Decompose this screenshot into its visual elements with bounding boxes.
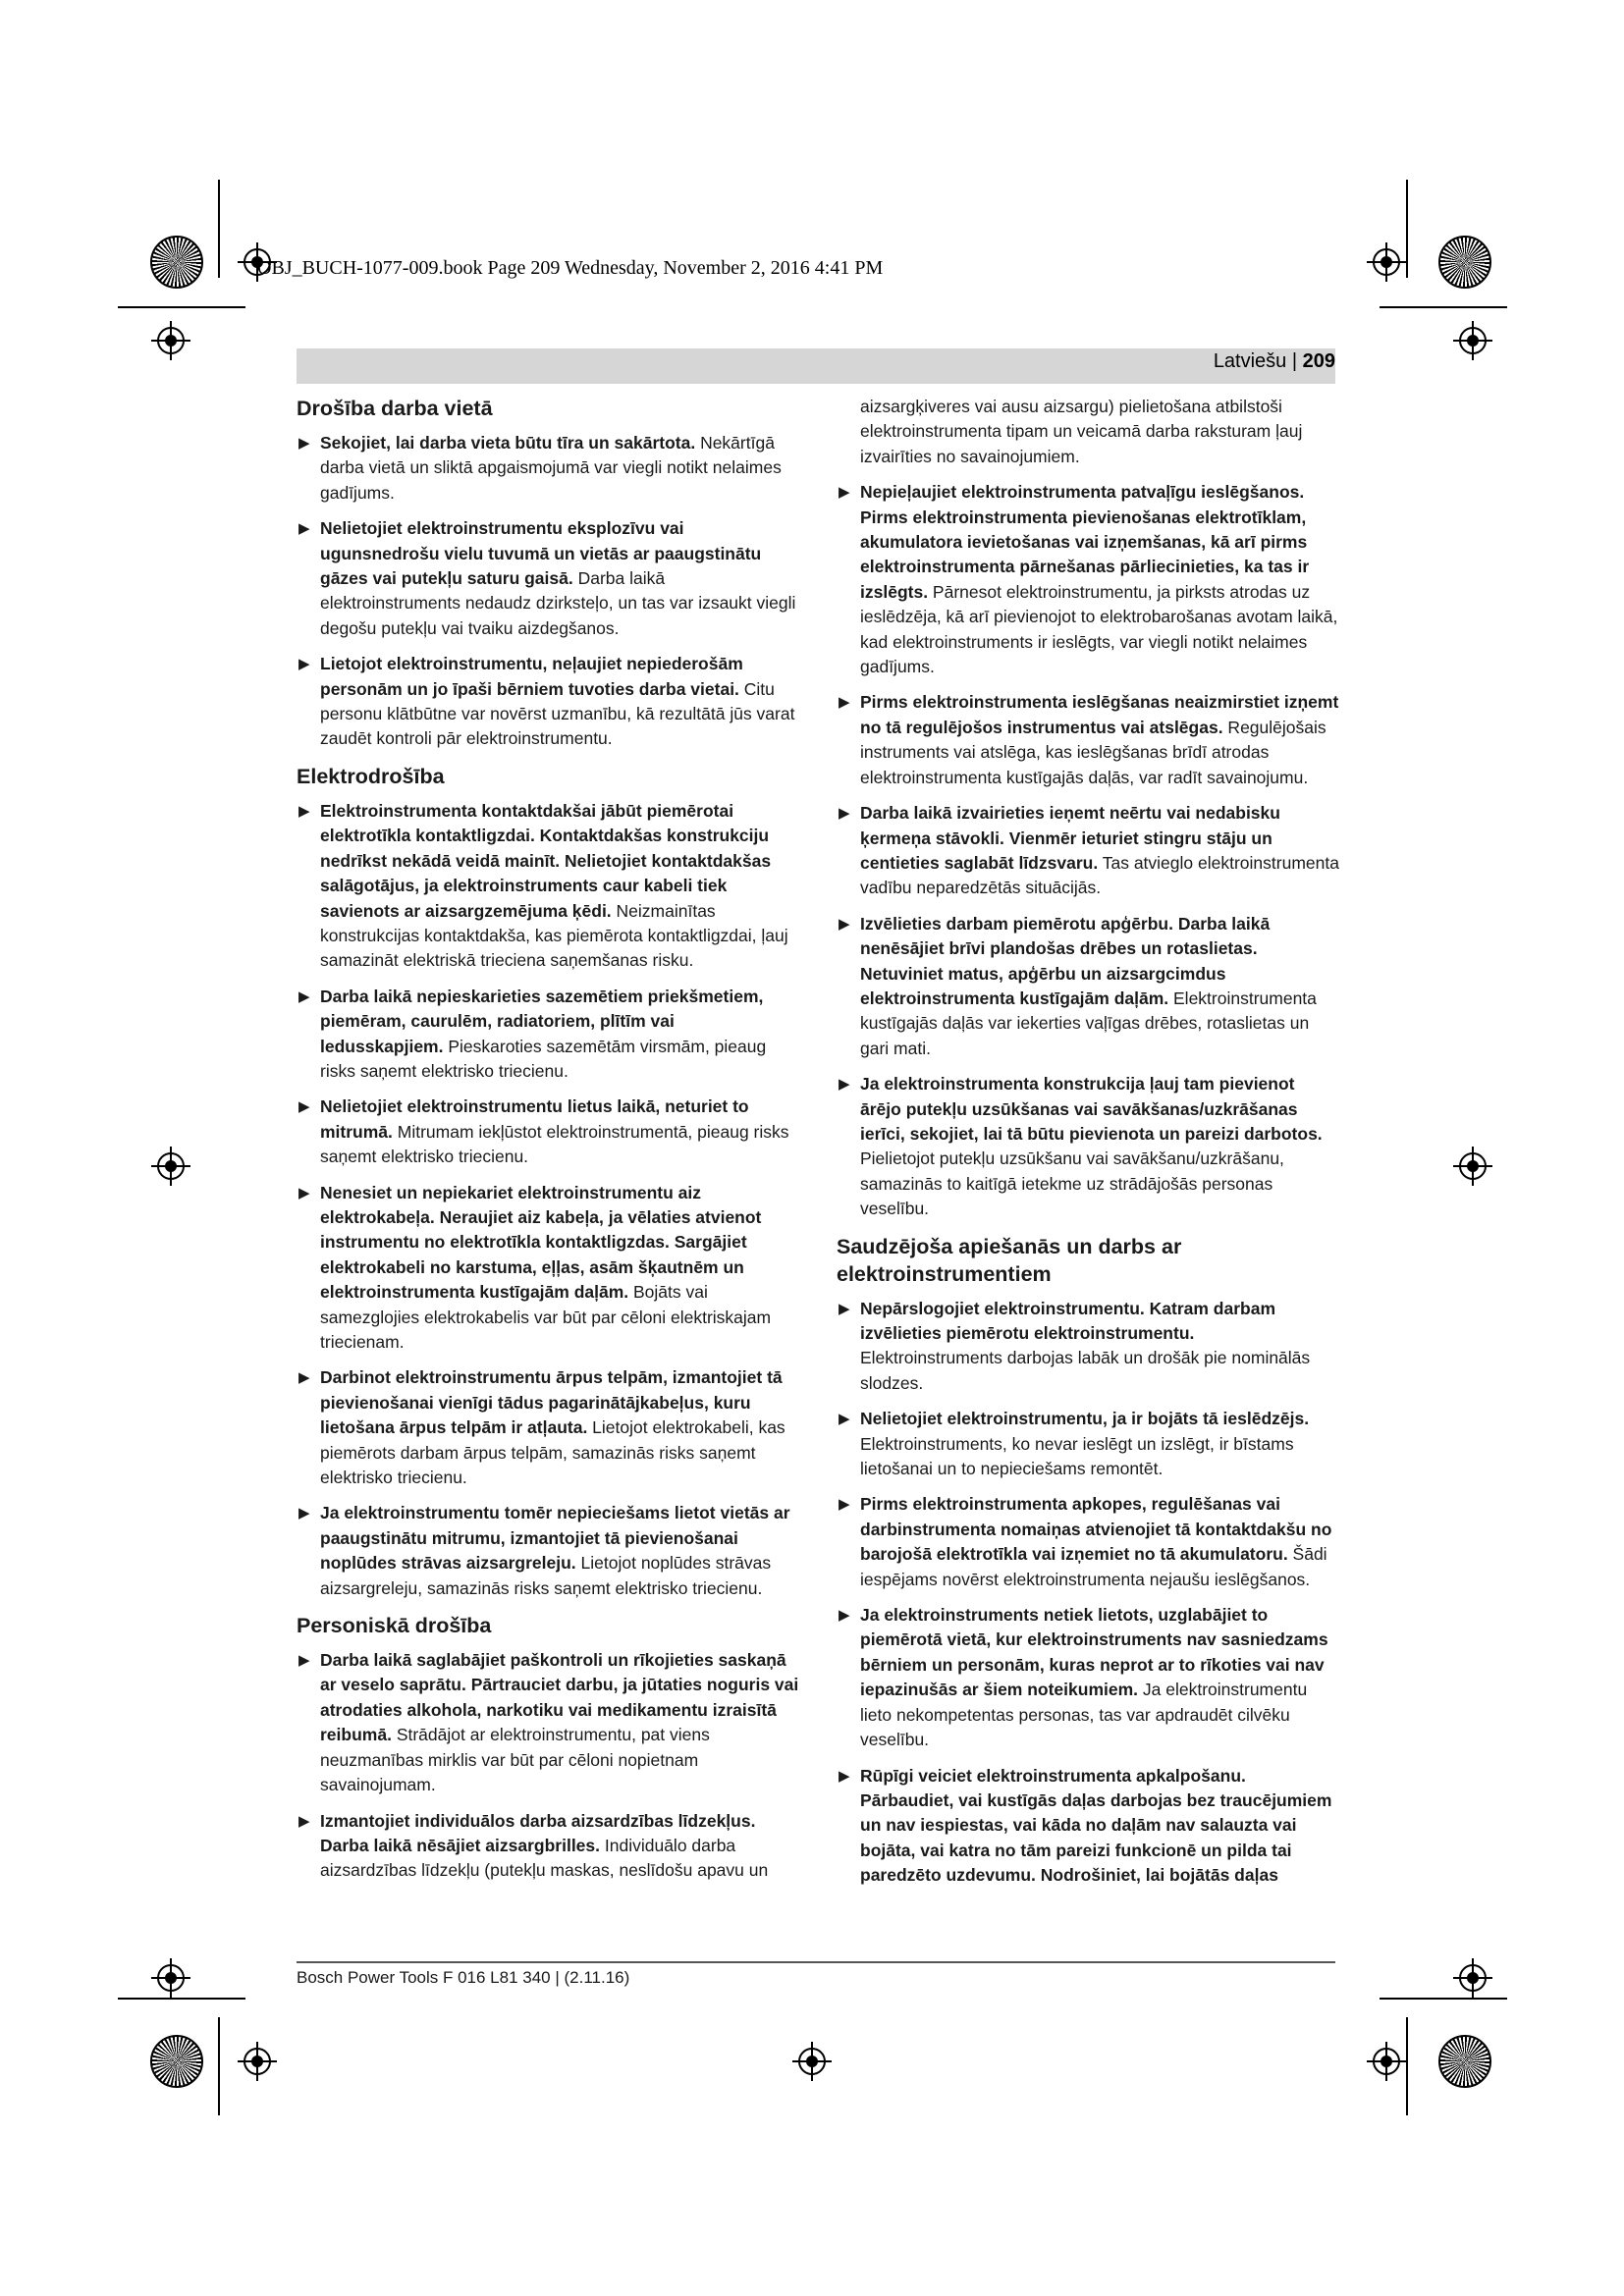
bullet-arrow-icon: ▶ (839, 1767, 850, 1785)
list-item: ▶ Ja elektroinstrumenta konstrukcija ļauj tam pievienot ārējo putekļu uzsūkšanas vai savākšanas/uzkrāšanas ierīci, sekojiet, lai tā būtu pievienota un pareizi darbotos. Pielietojot putekļu uzsūkšanu vai savākšanu/uzkrāšanu, samazinās to kaitīgā ietekme uz strādājošās personas veselību. (839, 1074, 1323, 1219)
bullet-arrow-icon: ▶ (298, 1098, 310, 1116)
registration-mark-icon (1367, 2042, 1406, 2081)
page-header-band (297, 348, 1335, 384)
bullet-arrow-icon: ▶ (298, 1652, 310, 1670)
registration-mark-icon (1453, 1147, 1492, 1186)
color-dial-icon (150, 236, 203, 289)
list-item: ▶ Darbinot elektroinstrumentu ārpus telpām, izmantojiet tā pievienošanai vienīgi tādus pagarinātājkabeļus, kuru lietošana ārpus telpām ir atļauta. Lietojot elektrokabeli, kas piemērots darbam ārpus telpām, samazinās risks saņemt elektrisko triecienu. (298, 1367, 785, 1488)
bullet-arrow-icon: ▶ (298, 1812, 310, 1830)
bullet-arrow-icon: ▶ (298, 1369, 310, 1387)
registration-mark-icon (1453, 1958, 1492, 1998)
bullet-arrow-icon: ▶ (839, 1607, 850, 1625)
registration-mark-icon (1367, 242, 1406, 282)
bullet-arrow-icon: ▶ (839, 915, 850, 933)
section-title: Saudzējoša apiešanās un darbs ar elektroinstrumentiem (837, 1234, 1182, 1286)
left-column (297, 395, 799, 1950)
bullet-arrow-icon: ▶ (298, 1184, 310, 1201)
right-column (837, 395, 1339, 1950)
list-item: ▶ Nelietojiet elektroinstrumentu, ja ir bojāts tā ieslēdzējs. Elektroinstruments, ko nevar ieslēgt un izslēgt, ir bīstams lietošanai un to nepieciešams remontēt. (839, 1409, 1310, 1479)
color-dial-icon (1438, 236, 1491, 289)
list-item: ▶ Izmantojiet individuālos darba aizsardzības līdzekļus. Darba laikā nēsājiet aizsargbrilles. Individuālo darba aizsardzības līdzekļu (putekļu maskas, neslīdošu apavu un (298, 1810, 769, 1881)
footer-rule (297, 1961, 1335, 1963)
bullet-arrow-icon: ▶ (839, 484, 850, 502)
section-title: Elektrodrošība (297, 764, 445, 788)
header-language: Latviešu (1213, 350, 1287, 372)
list-item: ▶ Nelietojiet elektroinstrumentu lietus laikā, neturiet to mitrumā. Mitrumam iekļūstot elektroinstrumentā, pieaug risks saņemt elektrisko triecienu. (298, 1096, 789, 1167)
list-item: ▶ Izvēlieties darbam piemērotu apģērbu. Darba laikā nenēsājiet brīvi plandošas drēbes un rotaslietas. Netuviniet matus, apģērbu un aizsargcimdus elektroinstrumenta kustīgajām daļām. Elektroinstrumenta kustīgajās daļās var iekerties vaļīgas drēbes, rotaslietas un gari mati. (839, 913, 1317, 1058)
list-item: ▶ Nelietojiet elektroinstrumentu eksplozīvu vai ugunsnedrošu vielu tuvumā un vietās ar paaugstinātu gāzes vai putekļu saturu gaisā. Darba laikā elektroinstruments nedaudz dzirksteļo, un tas var izsaukt viegli degošu putekļu vai tvaiku aizdegšanos. (298, 518, 796, 638)
bullet-arrow-icon: ▶ (839, 1076, 850, 1094)
list-item: ▶ Darba laikā nepieskarieties sazemētiem priekšmetiem, piemēram, caurulēm, radiatoriem, plītīm vai ledusskapjiem. Pieskaroties sazemētām virsmām, pieaug risks saņemt elektrisko triecienu. (298, 986, 767, 1081)
file-info-line: OBJ_BUCH-1077-009.book Page 209 Wednesday, November 2, 2016 4:41 PM (257, 257, 884, 279)
bullet-arrow-icon: ▶ (839, 694, 850, 712)
bullet-arrow-icon: ▶ (839, 1496, 850, 1514)
list-item: ▶ Pirms elektroinstrumenta ieslēgšanas neaizmirstiet izņemt no tā regulējošos instrumentus vai atslēgas. Regulējošais instruments vai atslēga, kas ieslēgšanas brīdī atrodas elektroinstrumenta kustīgajās daļās, var radīt savainojumu. (839, 692, 1339, 787)
section-title: Drošība darba vietā (297, 397, 493, 420)
page-header (1214, 350, 1335, 373)
list-item: ▶ Lietojot elektroinstrumentu, neļaujiet nepiederošām personām un jo īpaši bērniem tuvoties darba vietai. Citu personu klātbūtne var novērst uzmanību, kā rezultātā jūs varat zaudēt kontroli pār elektroinstrumentu. (298, 654, 795, 749)
bullet-arrow-icon: ▶ (298, 520, 310, 538)
continued-text: aizsargķiveres vai ausu aizsargu) pielietošana atbilstoši elektroinstrumenta tipam un veicamā darba raksturam ļauj izvairīties no savainojumiem. (860, 397, 1303, 466)
list-item: ▶ Rūpīgi veiciet elektroinstrumenta apkalpošanu. Pārbaudiet, vai kustīgās daļas darbojas bez traucējumiem un nav iespiestas, vai kāda no daļām nav salauzta vai bojāta, vai katra no tām pareizi funkcionē un pilda tai paredzēto uzdevumu. Nodrošiniet, lai bojātās daļas (839, 1765, 1332, 1886)
list-item: ▶ Darba laikā izvairieties ieņemt neērtu vai nedabisku ķermeņa stāvokli. Vienmēr ieturiet stingru stāju un centieties saglabāt līdzsvaru. Tas atvieglo elektroinstrumenta vadību neparedzētās situācijās. (839, 803, 1339, 898)
registration-mark-icon (792, 2042, 832, 2081)
bullet-arrow-icon: ▶ (298, 656, 310, 673)
header-separator: | (1286, 350, 1303, 372)
color-dial-icon (1438, 2035, 1491, 2088)
bullet-arrow-icon: ▶ (298, 988, 310, 1005)
list-item: ▶ Pirms elektroinstrumenta apkopes, regulēšanas vai darbinstrumenta nomaiņas atvienojiet tā kontaktdakšu no barojošā elektrotīkla vai izņemiet no tā akumulatoru. Šādi iespējams novērst elektroinstrumenta nejaušu ieslēgšanos. (839, 1494, 1332, 1589)
list-item: ▶ Nepārslogojiet elektroinstrumentu. Katram darbam izvēlieties piemērotu elektroinstrumentu. Elektroinstruments darbojas labāk un drošāk pie nominālās slodzes. (839, 1298, 1311, 1393)
registration-mark-icon (151, 1147, 190, 1186)
list-item: ▶ Ja elektroinstruments netiek lietots, uzglabājiet to piemērotā vietā, kur elektroinstruments nav sasniedzams bērniem un personām, kuras neprot ar to rīkoties vai nav iepazinušās ar šiem noteikumiem. Ja elektroinstrumentu lieto nekompetentas personas, tas var apdraudēt cilvēku veselību. (839, 1605, 1328, 1750)
bullet-arrow-icon: ▶ (839, 1411, 850, 1428)
registration-mark-icon (151, 321, 190, 360)
section-title: Personiskā drošība (297, 1614, 492, 1638)
bullet-arrow-icon: ▶ (839, 805, 850, 823)
bullet-arrow-icon: ▶ (298, 802, 310, 820)
list-item: ▶ Ja elektroinstrumentu tomēr nepieciešams lietot vietās ar paaugstinātu mitrumu, izmantojiet tā pievienošanai noplūdes strāvas aizsargreleju. Lietojot noplūdes strāvas aizsargreleju, samazinās risks saņemt elektrisko triecienu. (298, 1503, 790, 1598)
list-item: ▶ Nepieļaujiet elektroinstrumenta patvaļīgu ieslēgšanos. Pirms elektroinstrumenta pievienošanas elektrotīklam, akumulatora ievietošanas vai izņemšanas, kā arī pirms elektroinstrumenta pārnešanas pārliecinieties, ka tas ir izslēgts. Pārnesot elektroinstrumentu, ja pirksts atrodas uz ieslēdzēja, kā arī pievienojot to elektrobarošanas avotam laikā, kad elektroinstruments ir ieslēgts, var viegli notikt nelaimes gadījums. (839, 482, 1338, 677)
page-footer: Bosch Power Tools F 016 L81 340 | (2.11.16) (297, 1968, 630, 1987)
page-number: 209 (1302, 350, 1335, 372)
color-dial-icon (150, 2035, 203, 2088)
list-item: ▶ Sekojiet, lai darba vieta būtu tīra un sakārtota. Nekārtīgā darba vietā un sliktā apgaismojumā var viegli notikt nelaimes gadījums. (298, 433, 782, 503)
registration-mark-icon (238, 2042, 277, 2081)
bullet-arrow-icon: ▶ (298, 435, 310, 452)
registration-mark-icon (1453, 321, 1492, 360)
bullet-arrow-icon: ▶ (298, 1505, 310, 1522)
list-item: ▶ Nenesiet un nepiekariet elektroinstrumentu aiz elektrokabeļa. Neraujiet aiz kabeļa, ja vēlaties atvienot instrumentu no elektrotīkla kontaktligzdas. Sargājiet elektrokabeli no karstuma, eļļas, asām šķautnēm un elektroinstrumenta kustīgajām daļām. Bojāts vai samezglojies elektrokabelis var būt par cēloni elektriskajam triecienam. (298, 1182, 772, 1352)
registration-mark-icon (151, 1958, 190, 1998)
list-item: ▶ Darba laikā saglabājiet paškontroli un rīkojieties saskaņā ar veselo saprātu. Pārtrauciet darbu, ja jūtaties noguris vai atrodaties alkohola, narkotiku vai medikamentu izraisītā reibumā. Strādājot ar elektroinstrumentu, pat viens neuzmanības mirklis var būt par cēloni nopietnam savainojumam. (298, 1650, 799, 1795)
list-item: ▶ Elektroinstrumenta kontaktdakšai jābūt piemērotai elektrotīkla kontaktligzdai. Kontaktdakšas konstrukciju nedrīkst nekādā veidā mainīt. Nelietojiet kontaktdakšas salāgotājus, ja elektroinstruments caur kabeli tiek savienots ar aizsargzemējuma ķēdi. Neizmainītas konstrukcijas kontaktdakša, kas piemērota kontaktligzdai, ļauj samazināt elektriskā trieciena saņemšanas risku. (298, 800, 788, 971)
bullet-arrow-icon: ▶ (839, 1300, 850, 1317)
